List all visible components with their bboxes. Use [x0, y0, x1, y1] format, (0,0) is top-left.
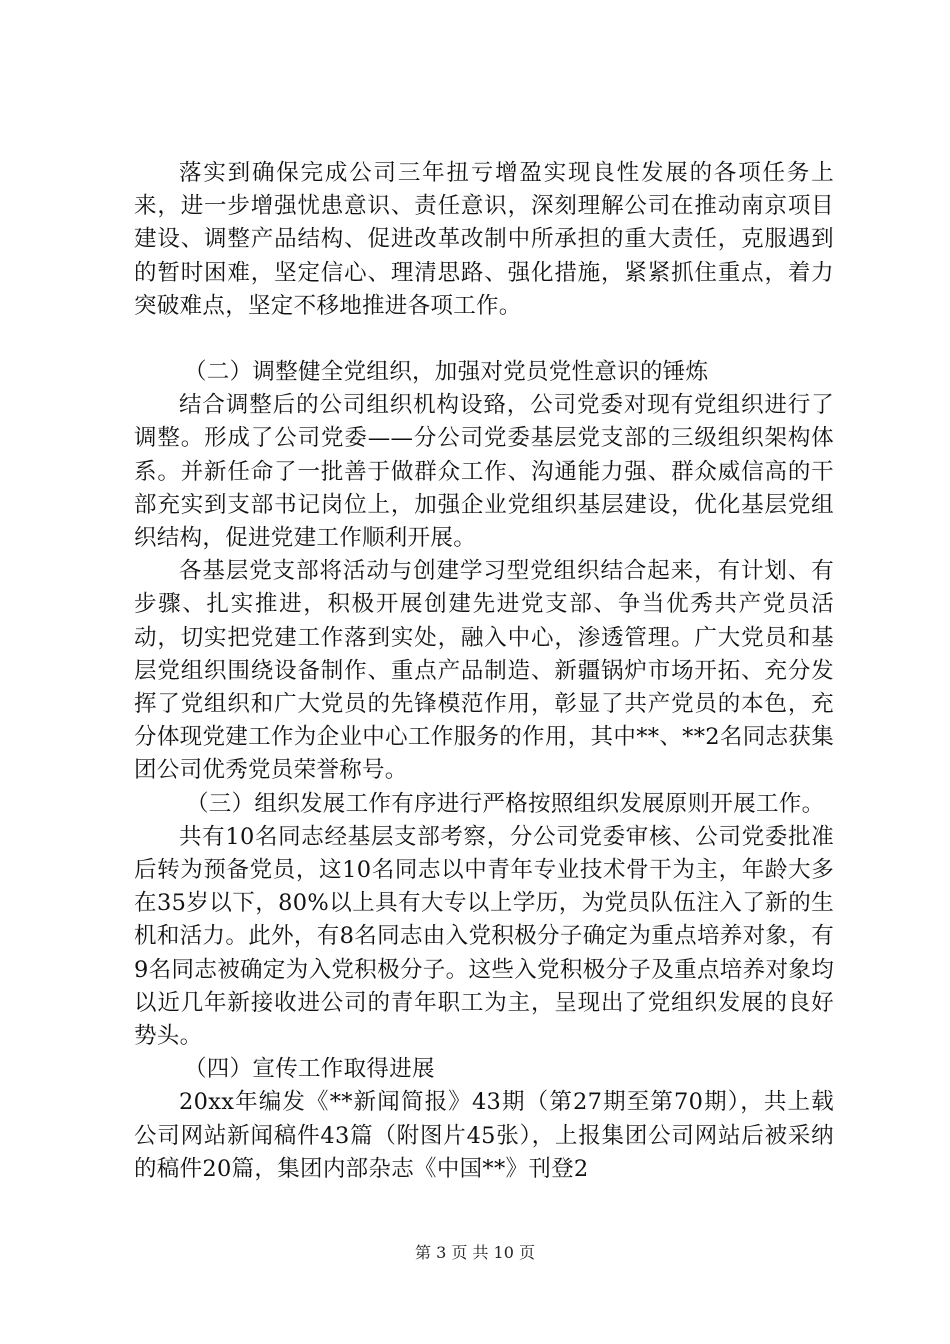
paragraph-1: 落实到确保完成公司三年扭亏增盈实现良性发展的各项任务上来，进一步增强忧患意识、责任意识，深刻理解公司在推动南京项目建设、调整产品结构、促进改革改制中所承担的重大责任，克服遇到的暂时困难，坚定信心、理清思路、强化措施，紧紧抓住重点，着力突破难点，坚定不移地推进各项工作。: [134, 160, 834, 319]
page-footer: 第 3 页 共 10 页: [415, 1243, 535, 1262]
section-heading-2: （二）调整健全党组织，加强对党员党性意识的锤炼: [184, 359, 709, 386]
paragraph-gap: [134, 323, 834, 356]
section-heading-3: （三）组织发展工作有序进行严格按照组织发展原则开展工作。: [186, 790, 825, 817]
section-heading-4: （四）宣传工作取得进展: [184, 1056, 435, 1083]
paragraph-2: 结合调整后的公司组织机构设臵，公司党委对现有党组织进行了调整。形成了公司党委——分公司党委基层党支部的三级组织架构体系。并新任命了一批善于做群众工作、沟通能力强、群众威信高的干部充实到支部书记岗位上，加强企业党组织基层建设，优化基层党组织结构，促进党建工作顺利开展。: [134, 392, 834, 552]
paragraph-4: 共有10名同志经基层支部考察，分公司党委审核、公司党委批准后转为预备党员，这10名同志以中青年专业技术骨干为主，年龄大多在35岁以下，80%以上具有大专以上学历，为党员队伍注入了新的生机和活力。此外，有8名同志由入党积极分子确定为重点培养对象，有9名同志被确定为入党积极分子。这些入党积极分子及重点培养对象均以近几年新接收进公司的青年职工为主，呈现出了党组织发展的良好势头。: [134, 823, 834, 1050]
paragraph-5: 20xx年编发《**新闻简报》43期（第27期至第70期），共上载公司网站新闻稿件43篇（附图片45张），上报集团公司网站后被采纳的稿件20篇，集团内部杂志《中国**》刊登2: [134, 1089, 834, 1182]
document-body: [134, 157, 834, 1186]
paragraph-3: 各基层党支部将活动与创建学习型党组织结合起来，有计划、有步骤、扎实推进，积极开展创建先进党支部、争当优秀共产党员活动，切实把党建工作落到实处，融入中心，渗透管理。广大党员和基层党组织围绕设备制作、重点产品制造、新疆锅炉市场开拓、充分发挥了党组织和广大党员的先锋模范作用，彰显了共产党员的本色，充分体现党建工作为企业中心工作服务的作用，其中**、**2名同志获集团公司优秀党员荣誉称号。: [134, 558, 834, 784]
